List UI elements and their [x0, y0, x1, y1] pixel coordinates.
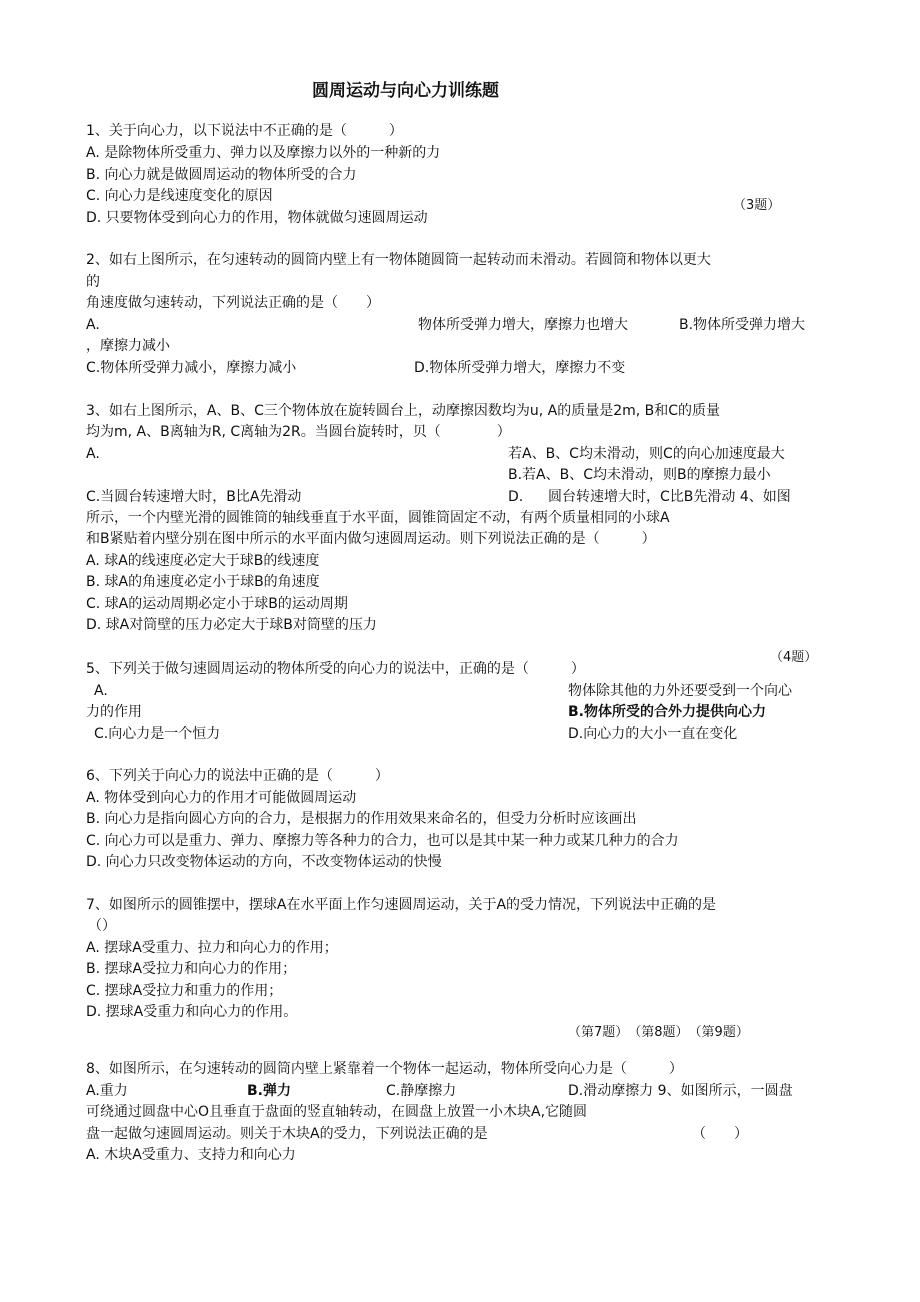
question-stem: 8、如图所示，在匀速转动的圆筒内壁上紧靠着一个物体一起运动，物体所受向心力是（ ） [86, 1061, 683, 1077]
option-c: C. 球A的运动周期必定小于球B的运动周期 [86, 596, 348, 612]
answer-parentheses: （ ） [692, 1126, 748, 1142]
question-stem-line-1: 2、如右上图所示，在匀速转动的圆筒内壁上有一物体随圆筒一起转动而未滑动。若圆筒和物体以更大 [86, 252, 711, 268]
option-a: A.重力 [86, 1083, 128, 1099]
option-a: 物体所受弹力增大，摩擦力也增大 [418, 317, 628, 333]
figure-label: （4题） [770, 650, 818, 665]
option-d: D. 摆球A受重力和向心力的作用。 [86, 1004, 298, 1020]
option-a: 物体除其他的力外还要受到一个向心 [568, 683, 792, 699]
option-d: 圆台转速增大时，C比B先滑动 4、如图 [548, 489, 791, 505]
question-stem-line-2: 均为m, A、B离轴为R, C离轴为2R。当圆台旋转时，贝（ ） [86, 424, 511, 440]
option-b: B.弹力 [247, 1083, 291, 1099]
option-d: D.向心力的大小一直在变化 [568, 726, 738, 742]
option-a-letter: A. [86, 317, 100, 333]
question-stem: 5、下列关于做匀速圆周运动的物体所受的向心力的说法中，正确的是（ ） [86, 661, 585, 677]
option-d: D. 球A对筒壁的压力必定大于球B对筒壁的压力 [86, 617, 377, 633]
option-b: B. 球A的角速度必定小于球B的角速度 [86, 574, 320, 590]
question-stem-line-1: 7、如图所示的圆锥摆中，摆球A在水平面上作匀速圆周运动，关于A的受力情况，下列说法中正确的是 [86, 897, 717, 913]
question-stem: 6、下列关于向心力的说法中正确的是（ ） [86, 768, 389, 784]
figure-labels: （第7题） （第8题） （第9题） [568, 1025, 749, 1040]
option-d: D. 向心力只改变物体运动的方向，不改变物体运动的快慢 [86, 854, 442, 870]
option-b: B.物体所受弹力增大 [679, 317, 806, 333]
question-stem-line-2: 和B紧贴着内壁分别在图中所示的水平面内做匀速圆周运动。则下列说法正确的是（ ） [86, 531, 656, 547]
option-a: A. 物体受到向心力的作用才可能做圆周运动 [86, 790, 357, 806]
option-c: C.向心力是一个恒力 [94, 726, 221, 742]
option-d: D. 只要物体受到向心力的作用，物体就做匀速圆周运动 [86, 210, 428, 226]
option-b: B. 向心力是指向圆心方向的合力，是根据力的作用效果来命名的，但受力分析时应该画出 [86, 811, 637, 827]
option-c: C.静摩擦力 [386, 1083, 457, 1099]
option-b: B. 向心力就是做圆周运动的物体所受的合力 [86, 167, 357, 183]
option-a: A. 摆球A受重力、拉力和向心力的作用； [86, 940, 338, 956]
option-a-continued: 力的作用 [86, 704, 142, 720]
option-a: A. 球A的线速度必定大于球B的线速度 [86, 553, 320, 569]
option-b: B. 摆球A受拉力和向心力的作用； [86, 961, 297, 977]
option-c: C. 摆球A受拉力和重力的作用； [86, 983, 283, 999]
question-stem-line-2: （） [88, 918, 116, 934]
option-d-letter: D. [508, 489, 524, 505]
option-c: C.物体所受弹力减小，摩擦力减小 [86, 360, 297, 376]
question-stem-line-3: 角速度做匀速转动，下列说法正确的是（ ） [86, 295, 380, 311]
option-c: C. 向心力是线速度变化的原因 [86, 188, 273, 204]
option-d: D.滑动摩擦力 9、如图所示，一圆盘 [568, 1083, 793, 1099]
option-c: C.当圆台转速增大时，B比A先滑动 [86, 489, 302, 505]
question-stem-line-2: 的 [86, 274, 100, 290]
question-stem-line-1: 3、如右上图所示，A、B、C三个物体放在旋转圆台上，动摩擦因数均为u, A的质量是2m, B和C的质量 [86, 403, 721, 419]
option-c: C. 向心力可以是重力、弹力、摩擦力等各种力的合力，也可以是其中某一种力或某几种力的合力 [86, 833, 679, 849]
option-b: B.若A、B、C均未滑动，则B的摩擦力最小 [508, 467, 771, 483]
option-b: B.物体所受的合外力提供向心力 [568, 704, 766, 720]
option-d: D.物体所受弹力增大，摩擦力不变 [414, 360, 626, 376]
document-title: 圆周运动与向心力训练题 [312, 81, 499, 101]
question-stem-line-1: 所示，一个内壁光滑的圆锥筒的轴线垂直于水平面，圆锥筒固定不动，有两个质量相同的小球A [86, 510, 670, 526]
option-b-continued: ，摩擦力减小 [86, 338, 170, 354]
option-a-letter: A. [86, 446, 100, 462]
figure-label: （3题） [733, 198, 781, 213]
question-stem-line-2: 盘一起做匀速圆周运动。则关于木块A的受力，下列说法正确的是 [86, 1126, 488, 1142]
option-a: A. 是除物体所受重力、弹力以及摩擦力以外的一种新的力 [86, 145, 441, 161]
option-a: 若A、B、C均未滑动，则C的向心加速度最大 [508, 446, 785, 462]
question-stem: 1、关于向心力，以下说法中不正确的是（ ） [86, 123, 403, 139]
question-stem-line-1: 可绕通过圆盘中心O且垂直于盘面的竖直轴转动，在圆盘上放置一小木块A,它随圆 [86, 1104, 588, 1120]
option-a: A. 木块A受重力、支持力和向心力 [86, 1147, 296, 1163]
option-a-letter: A. [94, 683, 108, 699]
